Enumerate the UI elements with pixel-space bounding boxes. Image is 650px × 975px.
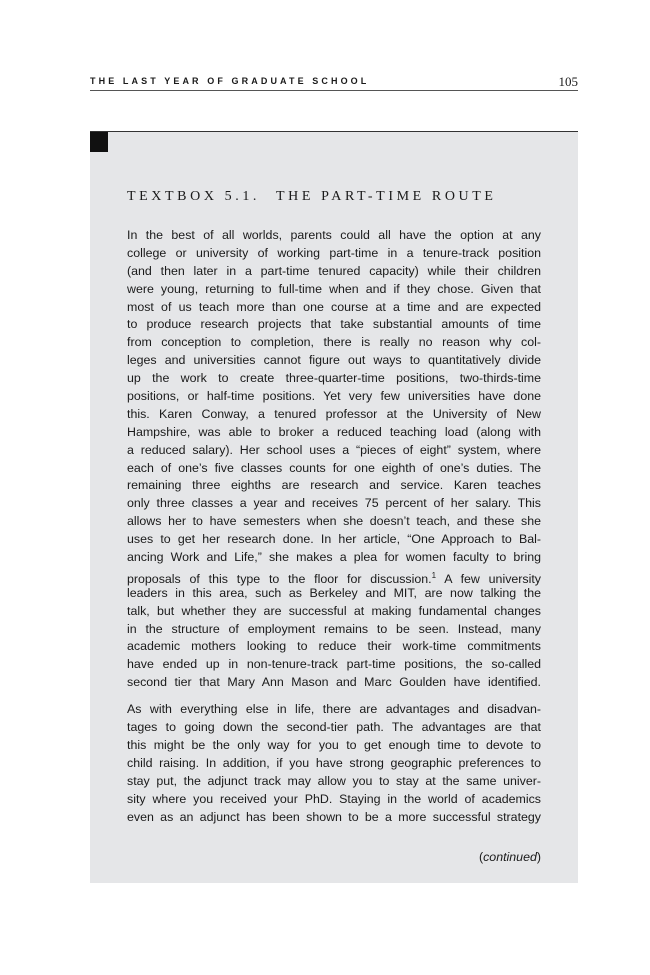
text-line: talk, but whether they are successful at making fundamental changes (127, 603, 541, 618)
page-number: 105 (558, 74, 578, 89)
text-line: a reduced salary). Her school uses a “pieces of eight” system, where (127, 442, 541, 457)
text-line: ancing Work and Life,” she makes a plea for women faculty to bring (127, 550, 541, 565)
running-title: THE LAST YEAR OF GRADUATE SCHOOL (90, 76, 370, 86)
text-line: uses to get her research done. In her article, “One Approach to Bal- (127, 532, 541, 547)
text-line: positions, or half-time positions. Yet very few universities have done (127, 389, 541, 404)
running-head (90, 74, 578, 90)
text-line: (and then later in a part-time tenured capacity) while their children (127, 263, 541, 278)
textbox-label: TEXTBOX 5.1. (127, 189, 261, 204)
text-line: remaining three eighths are research and service. Karen teaches (127, 478, 541, 493)
text-line: from conception to completion, there is really no reason why col- (127, 335, 541, 350)
continued-word: continued (483, 850, 537, 864)
text-line-with-footnote (127, 567, 541, 585)
text-line: college or university of working part-time in a tenure-track position (127, 245, 541, 260)
continued-open-paren: ( (478, 850, 484, 864)
text-line: Hampshire, was able to broker a reduced teaching load (along with (127, 424, 541, 439)
text-line: allows her to have semesters when she doesn’t teach, and these she (127, 514, 541, 529)
text-line: in the structure of employment remains to be seen. Instead, many (127, 621, 541, 636)
textbox-body (127, 227, 541, 826)
textbox-heading (127, 189, 497, 205)
text-line: have ended up in non-tenure-track part-time positions, the so-called (127, 657, 541, 672)
text-segment: proposals of this type to the floor for discussion. (127, 571, 432, 586)
text-line: stay put, the adjunct track may allow you to stay at the same univer- (127, 773, 541, 788)
text-line: each of one’s five classes counts for one eighth of one’s duties. The (127, 460, 541, 475)
textbox-marker (90, 132, 108, 152)
paragraph-1 (127, 227, 541, 692)
text-line: this. Karen Conway, a tenured professor at the University of New (127, 406, 541, 421)
text-line: most of us teach more than one course at a time and are expected (127, 299, 541, 314)
continued-note (479, 850, 541, 864)
textbox-title: THE PART-TIME ROUTE (276, 189, 497, 204)
text-line: child raising. In addition, if you have strong geographic preferences to (127, 755, 541, 770)
text-line: this might be the only way for you to get enough time to devote to (127, 737, 541, 752)
text-line: As with everything else in life, there are advantages and disadvan- (127, 702, 541, 717)
text-line: even as an adjunct has been shown to be a more successful strategy (127, 809, 541, 824)
continued-close-paren: ) (536, 850, 541, 864)
text-segment: A few university (444, 571, 541, 586)
text-line: academic mothers looking to reduce their work-time commitments (127, 639, 541, 654)
text-line: leges and universities cannot figure out ways to quantitatively divide (127, 353, 541, 368)
text-line: leaders in this area, such as Berkeley and MIT, are now talking the (127, 585, 541, 600)
text-line: sity where you received your PhD. Staying in the world of academics (127, 791, 541, 806)
paragraph-2 (127, 701, 541, 826)
text-line: only three classes a year and receives 75 percent of her salary. This (127, 496, 541, 511)
text-line: second tier that Mary Ann Mason and Marc Goulden have identified. (127, 675, 541, 690)
text-line: were young, returning to full-time when and if they chose. Given that (127, 281, 541, 296)
text-line: up the work to create three-quarter-time positions, two-thirds-time (127, 371, 541, 386)
textbox (90, 131, 578, 883)
paragraph-gap (127, 692, 541, 701)
text-line: to produce research projects that take substantial amounts of time (127, 317, 541, 332)
text-line: In the best of all worlds, parents could all have the option at any (127, 228, 541, 242)
text-line: tages to going down the second-tier path. The advantages are that (127, 720, 541, 735)
header-rule (90, 90, 578, 91)
footnote-reference: 1 (431, 570, 437, 580)
